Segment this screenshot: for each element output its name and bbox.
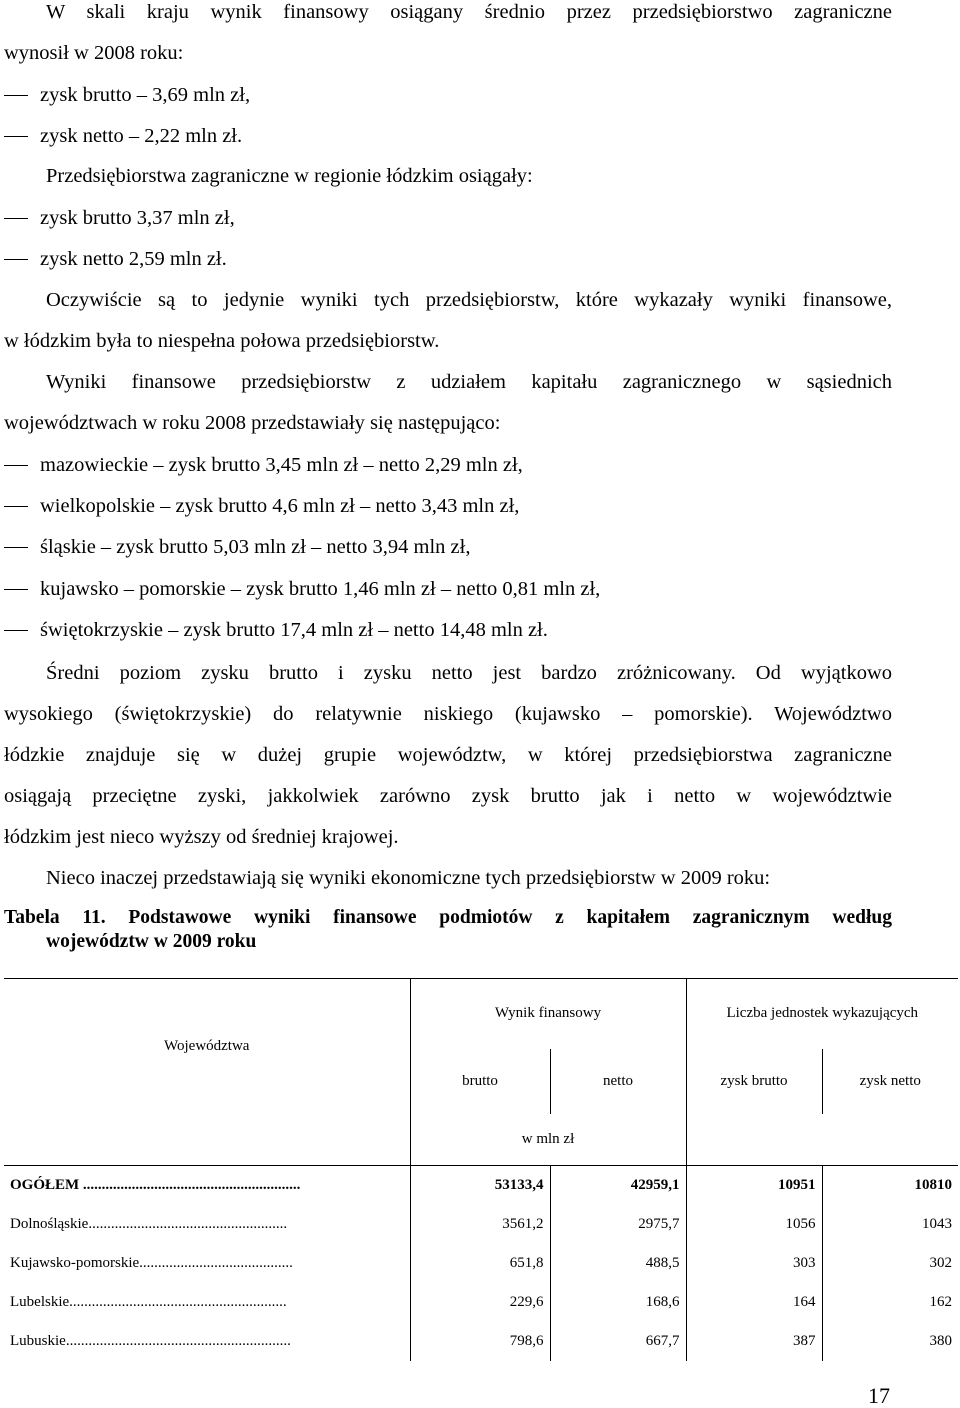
bullet-dash xyxy=(4,630,28,631)
cell-brutto: 3561,2 xyxy=(410,1205,550,1244)
paragraph-line: Średni poziom zysku brutto i zysku netto jest bardzo zróżnicowany. Od wyjątkowo xyxy=(46,662,892,684)
cell-brutto: 651,8 xyxy=(410,1244,550,1283)
row-label: OGÓŁEM .......................................................... xyxy=(10,1176,301,1193)
cell-profit-netto: 302 xyxy=(822,1244,958,1283)
bullet-dash xyxy=(4,589,28,590)
bullet-item: wielkopolskie – zysk brutto 4,6 mln zł – netto 3,43 mln zł, xyxy=(40,495,520,517)
bullet-item: zysk netto 2,59 mln zł. xyxy=(40,248,227,270)
cell-profit-netto: 10810 xyxy=(822,1166,958,1205)
row-label: Lubuskie............................................................ xyxy=(10,1332,291,1349)
paragraph-line: Oczywiście są to jedynie wyniki tych przedsiębiorstw, które wykazały wyniki finansowe, xyxy=(46,289,892,311)
cell-profit-netto: 380 xyxy=(822,1322,958,1361)
column-header-units-count: Liczba jednostek wykazujących xyxy=(686,979,958,1049)
cell-netto: 2975,7 xyxy=(550,1205,686,1244)
bullet-item: zysk netto – 2,22 mln zł. xyxy=(40,125,243,147)
header-spacer xyxy=(4,1114,410,1166)
paragraph-line: województwach w roku 2008 przedstawiały się następująco: xyxy=(4,412,501,434)
paragraph-line: łódzkim jest nieco wyższy od średniej krajowej. xyxy=(4,826,399,848)
paragraph-line: Wyniki finansowe przedsiębiorstw z udziałem kapitału zagranicznego w sąsiednich xyxy=(46,371,892,393)
paragraph-line: Przedsiębiorstwa zagraniczne w regionie łódzkim osiągały: xyxy=(46,165,533,187)
column-header-financial-result: Wynik finansowy xyxy=(410,979,686,1049)
page-number: 17 xyxy=(868,1383,890,1408)
table-row xyxy=(4,1166,958,1205)
cell-profit-brutto: 303 xyxy=(686,1244,822,1283)
table-caption-line: województw w 2009 roku xyxy=(46,931,257,952)
bullet-dash xyxy=(4,95,28,96)
cell-profit-brutto: 164 xyxy=(686,1283,822,1322)
cell-profit-brutto: 10951 xyxy=(686,1166,822,1205)
table-caption-line: Tabela 11. Podstawowe wyniki finansowe podmiotów z kapitałem zagranicznym według xyxy=(4,907,892,928)
header-spacer xyxy=(686,1114,958,1166)
cell-profit-brutto: 1056 xyxy=(686,1205,822,1244)
subheader-profit-netto: zysk netto xyxy=(822,1049,958,1114)
paragraph-line: osiągają przeciętne zyski, jakkolwiek zarówno zysk brutto jak i netto w województwie xyxy=(4,785,892,807)
bullet-item: zysk brutto 3,37 mln zł, xyxy=(40,207,235,229)
table-row xyxy=(4,1205,958,1244)
bullet-dash xyxy=(4,547,28,548)
bullet-item: zysk brutto – 3,69 mln zł, xyxy=(40,84,251,106)
row-label: Lubelskie.......................................................... xyxy=(10,1293,287,1310)
unit-label: w mln zł xyxy=(410,1114,686,1166)
paragraph-line: wysokiego (świętokrzyskie) do relatywnie niskiego (kujawsko – pomorskie). Województwo xyxy=(4,703,892,725)
bullet-dash xyxy=(4,218,28,219)
subheader-brutto: brutto xyxy=(410,1049,550,1114)
cell-netto: 168,6 xyxy=(550,1283,686,1322)
paragraph-line: łódzkie znajduje się w dużej grupie województw, w której przedsiębiorstwa zagraniczne xyxy=(4,744,892,766)
bullet-item: świętokrzyskie – zysk brutto 17,4 mln zł – netto 14,48 mln zł. xyxy=(40,619,548,641)
cell-netto: 42959,1 xyxy=(550,1166,686,1205)
cell-netto: 488,5 xyxy=(550,1244,686,1283)
paragraph-line: Nieco inaczej przedstawiają się wyniki ekonomiczne tych przedsiębiorstw w 2009 roku: xyxy=(46,867,771,889)
cell-netto: 667,7 xyxy=(550,1322,686,1361)
bullet-dash xyxy=(4,259,28,260)
table-caption xyxy=(4,906,892,954)
paragraph-line: w łódzkim była to niespełna połowa przedsiębiorstw. xyxy=(4,330,440,352)
table-row xyxy=(4,1244,958,1283)
cell-brutto: 798,6 xyxy=(410,1322,550,1361)
cell-brutto: 229,6 xyxy=(410,1283,550,1322)
subheader-netto: netto xyxy=(550,1049,686,1114)
cell-profit-netto: 1043 xyxy=(822,1205,958,1244)
row-label: Dolnośląskie..................................................... xyxy=(10,1215,288,1232)
bullet-item: śląskie – zysk brutto 5,03 mln zł – netto 3,94 mln zł, xyxy=(40,536,471,558)
column-header-voivodeship: Województwa xyxy=(4,979,410,1114)
subheader-profit-brutto: zysk brutto xyxy=(686,1049,822,1114)
table-row xyxy=(4,1283,958,1322)
bullet-dash xyxy=(4,506,28,507)
bullet-item: mazowieckie – zysk brutto 3,45 mln zł – netto 2,29 mln zł, xyxy=(40,454,523,476)
row-label: Kujawsko-pomorskie......................................... xyxy=(10,1254,293,1271)
cell-profit-brutto: 387 xyxy=(686,1322,822,1361)
paragraph-line: wynosił w 2008 roku: xyxy=(4,42,184,64)
bullet-dash xyxy=(4,136,28,137)
cell-brutto: 53133,4 xyxy=(410,1166,550,1205)
bullet-item: kujawsko – pomorskie – zysk brutto 1,46 mln zł – netto 0,81 mln zł, xyxy=(40,578,601,600)
financial-results-table xyxy=(4,978,958,1361)
bullet-dash xyxy=(4,465,28,466)
paragraph-line: W skali kraju wynik finansowy osiągany średnio przez przedsiębiorstwo zagraniczne xyxy=(46,1,892,23)
table-row xyxy=(4,1322,958,1361)
cell-profit-netto: 162 xyxy=(822,1283,958,1322)
